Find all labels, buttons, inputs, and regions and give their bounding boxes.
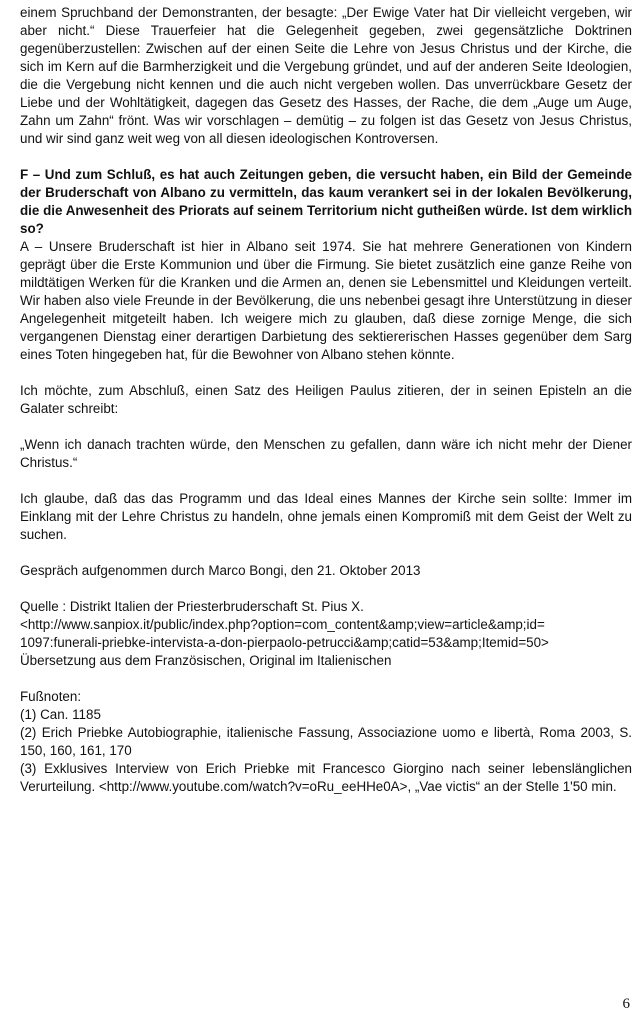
source-block	[20, 598, 632, 670]
paragraph-trauerfeier: einem Spruchband der Demonstranten, der besagte: „Der Ewige Vater hat Dir vielleicht vergeben, wir aber nicht.“ Diese Trauerfeier hat die Gelegenheit gegeben, zwei gegensätzliche Doktrinen gegenüberzustellen: Zwischen auf der einen Seite die Lehre von Jesus Christus und der Kirche, die sich im Kern auf die Barmherzigkeit und die Vergebung gründet, und auf der anderen Seite Ideologien, die die Vergebung nicht kennen und die auch nicht vergeben wollen. Das unverrückbare Gesetz der Liebe und der Wohltätigkeit, dagegen das Gesetz des Hasses, der Rache, die dem „Auge um Auge, Zahn um Zahn“ frönt. Was wir vorschlagen – demütig – zu folgen ist das Gesetz von Jesus Christus, und wir sind ganz weit weg von all diesen ideologischen Kontroversen.	[20, 5, 632, 146]
translation-note: Übersetzung aus dem Französischen, Original im Italienischen	[20, 653, 392, 668]
footnote-2: (2) Erich Priebke Autobiographie, italienische Fassung, Associazione uomo e libertà, Roma 2003, S. 150, 160, 161, 170	[20, 725, 632, 758]
footnotes-block	[20, 688, 632, 796]
interview-section	[20, 166, 632, 364]
footnotes-heading: Fußnoten:	[20, 689, 82, 704]
source-url-line-1: <http://www.sanpiox.it/public/index.php?option=com_content&amp;view=article&amp;id=	[20, 617, 545, 632]
interview-credit: Gespräch aufgenommen durch Marco Bongi, den 21. Oktober 2013	[20, 563, 421, 578]
footnote-3: (3) Exklusives Interview von Erich Priebke mit Francesco Giorgino nach seiner lebenslänglichen Verurteilung. <http://www.youtube.com/watch?v=oRu_eeHHe0A>, „Vae victis“ an der Stelle 1'50 min.	[20, 761, 632, 794]
paragraph-paulus: Ich möchte, zum Abschluß, einen Satz des Heiligen Paulus zitieren, der in seinen Episteln an die Galater schreibt:	[20, 383, 632, 416]
source-url-line-2: 1097:funerali-priebke-intervista-a-don-pierpaolo-petrucci&amp;catid=53&amp;Itemid=50>	[20, 635, 549, 650]
page-number: 6	[622, 996, 630, 1012]
answer-paragraph: A – Unsere Bruderschaft ist hier in Albano seit 1974. Sie hat mehrere Generationen von Kindern geprägt über die Erste Kommunion und über die Firmung. Sie bietet zusätzlich eine ganze Reihe von mildtätigen Werken für die Kranken und die Armen an, denen sie Lebensmittel und Kleidungen verteilt. Wir haben also viele Freunde in der Bevölkerung, die uns nebenbei gesagt ihre Unterstützung in dieser Angelegenheit mitgeteilt haben. Ich weigere mich zu glauben, daß diese zornige Menge, die sich vergangenen Dienstag einer derartigen Darbietung des sektiererischen Hasses gegenüber dem Sarg eines Toten hingegeben hat, für die Bewohner von Albano stehen könnte.	[20, 239, 632, 362]
paragraph-ideal: Ich glaube, daß das das Programm und das Ideal eines Mannes der Kirche sein sollte: Immer im Einklang mit der Lehre Christus zu handeln, ohne jemals einen Kompromiß mit dem Geist der Welt zu suchen.	[20, 491, 632, 542]
source-label: Quelle : Distrikt Italien der Priesterbruderschaft St. Pius X.	[20, 599, 364, 614]
question-paragraph: F – Und zum Schluß, es hat auch Zeitungen geben, die versucht haben, ein Bild der Gemeinde der Bruderschaft von Albano zu vermitteln, das kaum verankert sei in der lokalen Bevölkerung, die die Anwesenheit des Priorats auf seinem Territorium nicht gutheißen würde. Ist dem wirklich so?	[20, 167, 632, 236]
footnote-1: (1) Can. 1185	[20, 707, 101, 722]
paulus-quote: „Wenn ich danach trachten würde, den Menschen zu gefallen, dann wäre ich nicht mehr der Diener Christus.“	[20, 437, 632, 470]
document-page	[20, 4, 632, 814]
